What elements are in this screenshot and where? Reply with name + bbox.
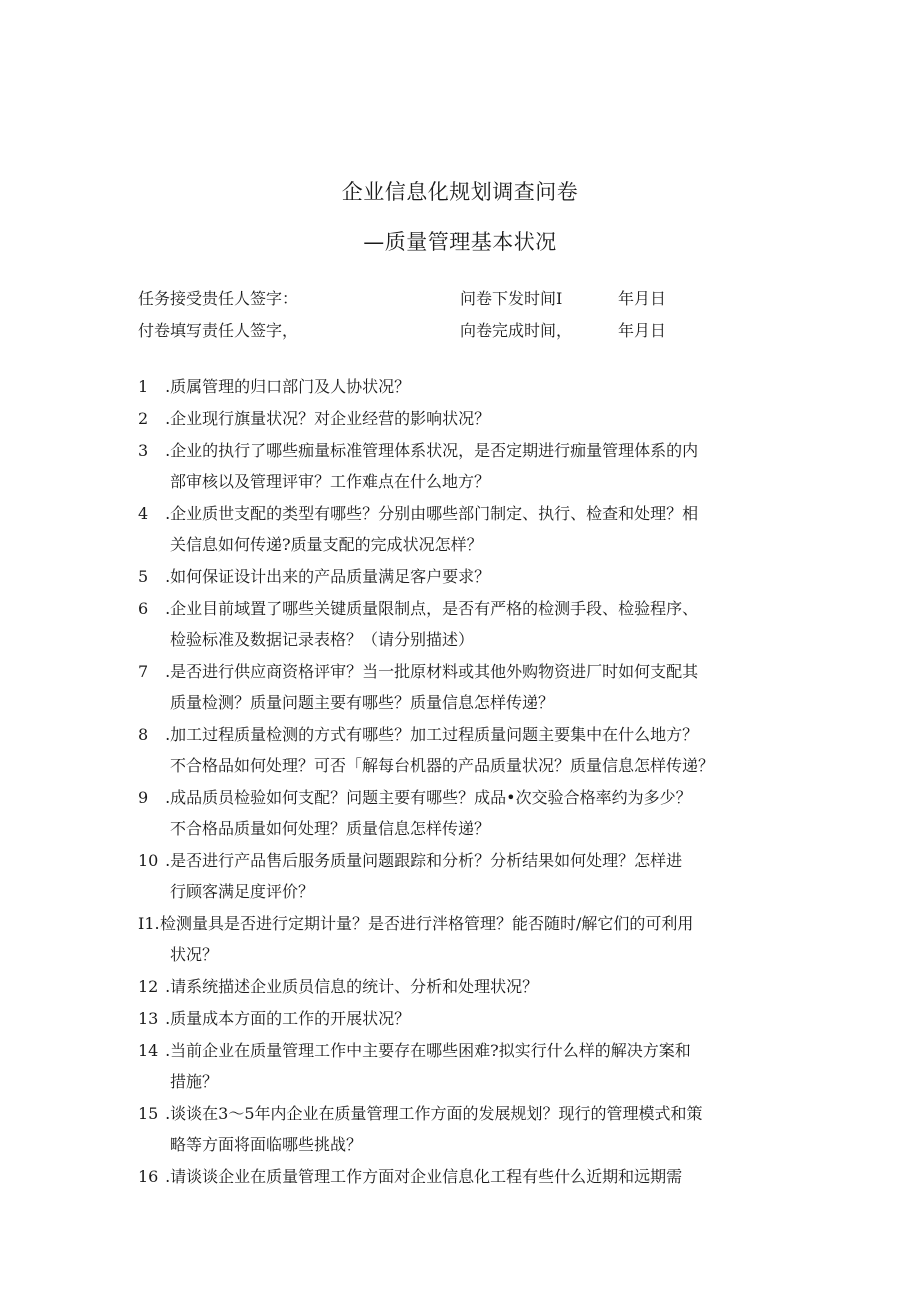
question-item (138, 656, 798, 718)
question-continuation: 不合格品质量如何处理？质量信息怎样传递？ (170, 819, 491, 838)
question-line (138, 971, 798, 1002)
issue-date-label: 年月日 (618, 289, 667, 308)
question-item (138, 719, 798, 781)
responsible-signature-label: 任务接受贵任人签字： (138, 289, 299, 308)
question-text: .请系统描述企业质员信息的统计、分析和处理状况？ (160, 977, 539, 996)
question-continuation: 质量检测？质量问题主要有哪些？质量信息怎样传递？ (170, 693, 555, 712)
question-line (138, 403, 798, 434)
question-item (138, 971, 798, 1002)
question-line (138, 1098, 798, 1129)
question-number: 9 (138, 788, 149, 807)
filler-signature-label: 付卷填写责任人签字， (138, 321, 299, 340)
question-text: .成品质员检验如何支配？问题主要有哪些？成品•次交验合格率约为多少？ (160, 788, 692, 807)
document-title: 企业信息化规划调查问卷 (341, 180, 579, 204)
question-line (138, 1003, 798, 1034)
question-item (138, 593, 798, 655)
question-text: .加工过程质量检测的方式有哪些？加工过程质量问题主要集中在什么地方？ (160, 725, 699, 744)
question-line (138, 656, 798, 687)
question-line (138, 1035, 798, 1066)
question-line (138, 593, 798, 624)
question-text: .企业目前域置了哪些关键质量限制点，是否有严格的检测手段、检验程序、 (160, 599, 699, 618)
question-line (138, 371, 798, 402)
question-number: 1 (138, 377, 149, 396)
question-item (138, 908, 798, 970)
question-line (138, 908, 798, 939)
question-text: .是否进行产品售后服务质量问题跟踪和分析？分析结果如何处理？怎样进 (160, 851, 683, 870)
question-text: .请谈谈企业在质量管理工作方面对企业信息化工程有些什么近期和远期需 (160, 1167, 683, 1186)
question-number: 7 (138, 662, 149, 681)
question-number: 3 (138, 441, 149, 460)
question-text: .是否进行供应商资格评审？当一批原材料或其他外购物资进厂时如何支配其 (160, 662, 699, 681)
issue-time-label: 问卷下发时间I (460, 289, 563, 308)
question-number: 14 (138, 1041, 159, 1060)
question-text: .企业质世支配的类型有哪些？分别由哪些部门制定、执行、检查和处理？相 (160, 504, 699, 523)
question-item (138, 1003, 798, 1034)
question-continuation: 关信息如何传递?质量支配的完成状况怎样？ (170, 535, 483, 554)
question-text: .谈谈在3～5年内企业在质量管理工作方面的发展规划？现行的管理模式和策 (160, 1104, 703, 1123)
question-item (138, 498, 798, 560)
question-number: 10 (138, 851, 159, 870)
question-number: 4 (138, 504, 149, 523)
question-number: 15 (138, 1104, 159, 1123)
question-text: .企业的执行了哪些痂量标准管理体系状况，是否定期进行痂量管理体系的内 (160, 441, 699, 460)
question-continuation: 状况？ (170, 945, 219, 964)
question-item (138, 1035, 798, 1097)
complete-date-label: 年月日 (618, 321, 667, 340)
document-subtitle: —质量管理基本状况 (363, 230, 557, 254)
question-continuation: 措施？ (170, 1072, 219, 1091)
question-continuation: 检验标准及数据记录表格？（请分别描述） (170, 630, 475, 649)
question-item (138, 782, 798, 844)
question-item (138, 403, 798, 434)
question-line (138, 719, 798, 750)
question-number: 12 (138, 977, 159, 996)
question-line (138, 1161, 798, 1192)
question-number: 13 (138, 1009, 159, 1028)
question-text: .当前企业在质量管理工作中主要存在哪些困难?拟实行什么样的解决方案和 (160, 1041, 691, 1060)
question-number: 16 (138, 1167, 159, 1186)
question-line (138, 845, 798, 876)
question-number: 5 (138, 567, 149, 586)
question-item (138, 1098, 798, 1160)
question-continuation: 部审核以及管理评审？工作难点在什么地方？ (170, 472, 491, 491)
question-text: .质属管理的归口部门及人协状况？ (160, 377, 411, 396)
question-line (138, 782, 798, 813)
question-line (138, 561, 798, 592)
question-item (138, 435, 798, 497)
question-item (138, 371, 798, 402)
question-line (138, 435, 798, 466)
question-number: 8 (138, 725, 149, 744)
question-item (138, 1161, 798, 1192)
question-line (138, 498, 798, 529)
complete-time-label: 向卷完成时间， (460, 321, 573, 340)
question-text: .企业现行旗量状况？对企业经营的影响状况？ (160, 409, 491, 428)
question-continuation: 行顾客满足度评价？ (170, 882, 315, 901)
question-continuation: 不合格品如何处理？可否「解每台机器的产品质量状况？质量信息怎样传递？ (170, 756, 715, 775)
question-text: .质量成本方面的工作的开展状况？ (160, 1009, 411, 1028)
question-number: 2 (138, 409, 149, 428)
question-number: I1. (138, 914, 160, 933)
question-continuation: 略等方面将面临哪些挑战？ (170, 1135, 363, 1154)
question-item (138, 561, 798, 592)
question-text: 检测量具是否进行定期计量？是否进行泮格管理？能否随时/解它们的可利用 (160, 914, 694, 933)
question-number: 6 (138, 599, 149, 618)
question-item (138, 845, 798, 907)
question-list (138, 371, 798, 1193)
question-text: .如何保证设计出来的产品质量满足客户要求？ (160, 567, 491, 586)
